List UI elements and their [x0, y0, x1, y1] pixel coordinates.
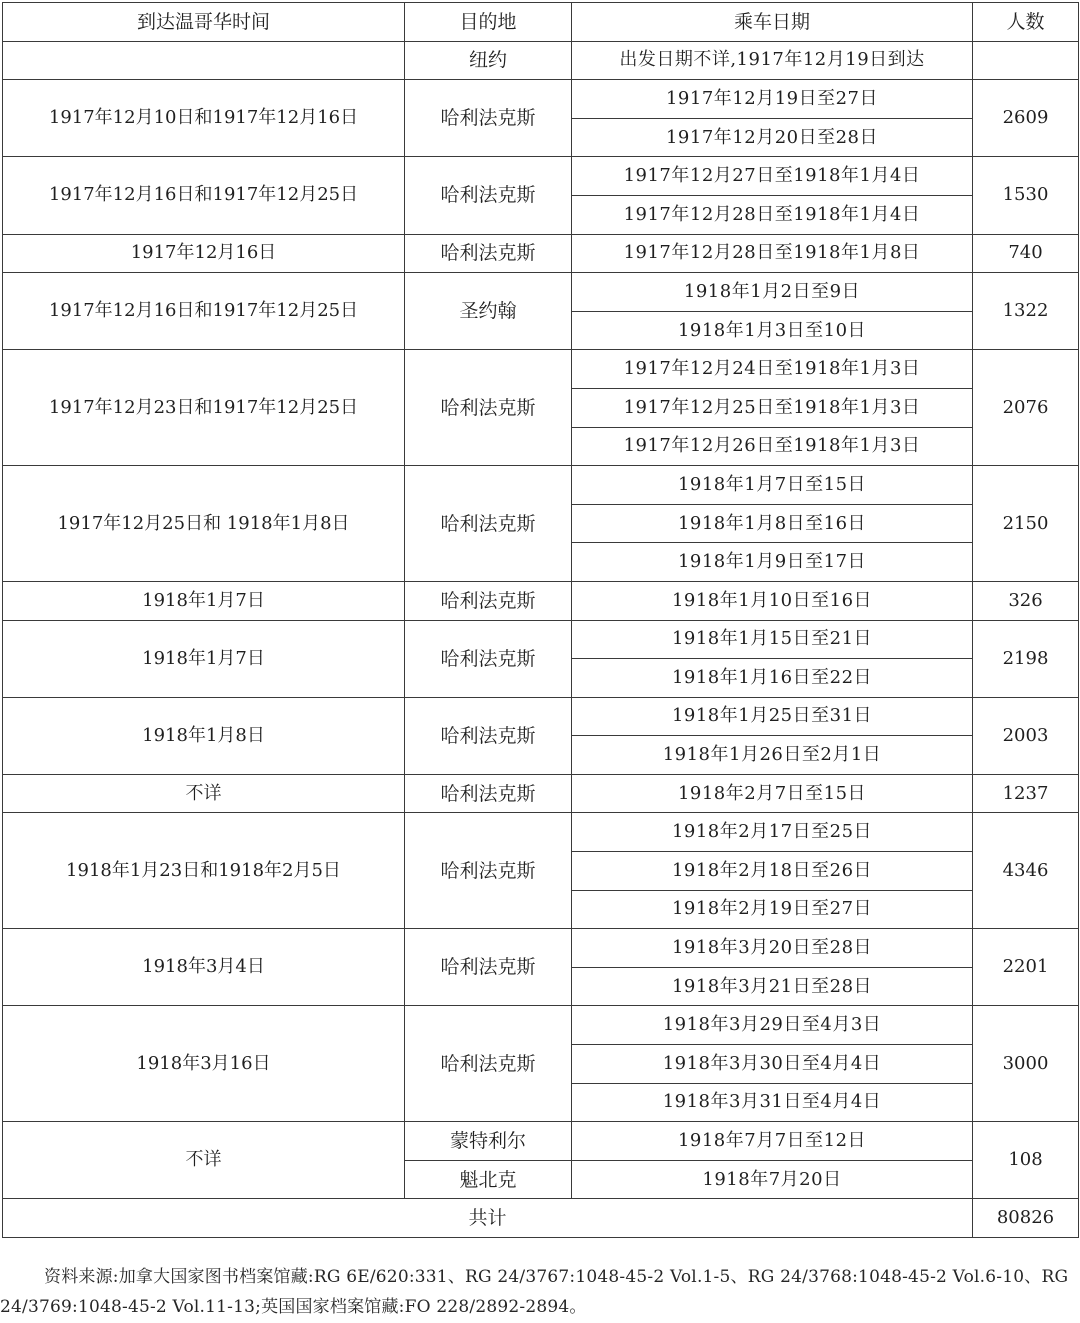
arrival-cell: 1917年12月10日和1917年12月16日	[3, 80, 405, 157]
table-row	[3, 929, 1079, 968]
date-cell: 1918年2月18日至26日	[572, 852, 973, 891]
arrival-cell: 1917年12月16日和1917年12月25日	[3, 273, 405, 350]
count-cell: 2201	[973, 929, 1079, 1006]
date-cell: 1918年1月7日至15日	[572, 466, 973, 505]
arrival-cell: 不详	[3, 774, 405, 813]
count-cell: 2150	[973, 466, 1079, 582]
date-cell: 1918年1月15日至21日	[572, 620, 973, 659]
table-row	[3, 157, 1079, 196]
date-cell: 1917年12月28日至1918年1月8日	[572, 234, 973, 273]
table-row	[3, 41, 1079, 80]
date-cell: 1918年7月20日	[572, 1160, 973, 1199]
count-cell: 326	[973, 581, 1079, 620]
arrival-cell: 1917年12月25日和 1918年1月8日	[3, 466, 405, 582]
destination-cell: 哈利法克斯	[405, 581, 572, 620]
table-row	[3, 1122, 1079, 1161]
date-cell: 1918年1月8日至16日	[572, 504, 973, 543]
table-row	[3, 234, 1079, 273]
total-value: 80826	[973, 1199, 1079, 1238]
date-cell: 1917年12月27日至1918年1月4日	[572, 157, 973, 196]
header-count: 人数	[973, 3, 1079, 42]
destination-cell: 哈利法克斯	[405, 234, 572, 273]
table-row	[3, 80, 1079, 119]
destination-cell: 哈利法克斯	[405, 697, 572, 774]
count-cell: 2003	[973, 697, 1079, 774]
arrival-cell: 不详	[3, 1122, 405, 1199]
header-arrival: 到达温哥华时间	[3, 3, 405, 42]
destination-cell: 哈利法克斯	[405, 157, 572, 234]
date-cell: 1917年12月24日至1918年1月3日	[572, 350, 973, 389]
table-row	[3, 813, 1079, 852]
arrival-cell: 1917年12月16日	[3, 234, 405, 273]
header-departure-dates: 乘车日期	[572, 3, 973, 42]
count-cell: 1237	[973, 774, 1079, 813]
arrival-cell: 1918年1月8日	[3, 697, 405, 774]
count-cell: 108	[973, 1122, 1079, 1199]
date-cell: 1917年12月28日至1918年1月4日	[572, 195, 973, 234]
date-cell: 1918年1月16日至22日	[572, 659, 973, 698]
date-cell: 1918年3月30日至4月4日	[572, 1045, 973, 1084]
date-cell: 1917年12月25日至1918年1月3日	[572, 388, 973, 427]
date-cell: 1918年3月29日至4月3日	[572, 1006, 973, 1045]
date-cell: 1917年12月20日至28日	[572, 118, 973, 157]
date-cell: 1918年2月19日至27日	[572, 890, 973, 929]
table-row	[3, 774, 1079, 813]
date-cell: 1918年1月3日至10日	[572, 311, 973, 350]
date-cell: 1918年3月21日至28日	[572, 967, 973, 1006]
arrival-cell: 1918年1月7日	[3, 581, 405, 620]
destination-cell: 哈利法克斯	[405, 774, 572, 813]
destination-cell: 哈利法克斯	[405, 466, 572, 582]
destination-cell: 哈利法克斯	[405, 80, 572, 157]
destination-cell: 哈利法克斯	[405, 813, 572, 929]
date-cell: 1918年1月25日至31日	[572, 697, 973, 736]
table-row	[3, 697, 1079, 736]
count-cell: 1530	[973, 157, 1079, 234]
destination-cell: 哈利法克斯	[405, 620, 572, 697]
table-row	[3, 620, 1079, 659]
destination-cell: 魁北克	[405, 1160, 572, 1199]
table-row	[3, 350, 1079, 389]
arrival-cell: 1917年12月16日和1917年12月25日	[3, 157, 405, 234]
table-row	[3, 273, 1079, 312]
date-cell: 1917年12月19日至27日	[572, 80, 973, 119]
table-row	[3, 466, 1079, 505]
total-label: 共计	[3, 1199, 973, 1238]
date-cell: 1918年1月9日至17日	[572, 543, 973, 582]
table-row	[3, 581, 1079, 620]
source-note: 资料来源:加拿大国家图书档案馆藏:RG 6E/620:331、RG 24/3767:1048-45-2 Vol.1-5、RG 24/3768:1048-45-2 Vol.6-10、RG 24/3769:1048-45-2 Vol.11-13;英国国家档案馆藏:FO 228/2892-2894。	[0, 1267, 1069, 1317]
arrival-cell: 1918年1月7日	[3, 620, 405, 697]
count-cell: 1322	[973, 273, 1079, 350]
arrival-cell: 1917年12月23日和1917年12月25日	[3, 350, 405, 466]
arrival-cell: 1918年1月23日和1918年2月5日	[3, 813, 405, 929]
table-row	[3, 1006, 1079, 1045]
destination-cell: 哈利法克斯	[405, 1006, 572, 1122]
destination-cell: 哈利法克斯	[405, 929, 572, 1006]
destination-cell: 圣约翰	[405, 273, 572, 350]
total-row	[3, 1199, 1079, 1238]
date-cell: 1918年2月7日至15日	[572, 774, 973, 813]
date-cell: 出发日期不详,1917年12月19日到达	[572, 41, 973, 80]
count-cell	[973, 41, 1079, 80]
header-destination: 目的地	[405, 3, 572, 42]
arrival-cell	[3, 41, 405, 80]
destination-cell: 哈利法克斯	[405, 350, 572, 466]
date-cell: 1918年3月31日至4月4日	[572, 1083, 973, 1122]
count-cell: 2198	[973, 620, 1079, 697]
transport-table	[2, 2, 1079, 1238]
date-cell: 1918年7月7日至12日	[572, 1122, 973, 1161]
date-cell: 1918年1月26日至2月1日	[572, 736, 973, 775]
count-cell: 2609	[973, 80, 1079, 157]
date-cell: 1918年1月10日至16日	[572, 581, 973, 620]
count-cell: 3000	[973, 1006, 1079, 1122]
destination-cell: 纽约	[405, 41, 572, 80]
count-cell: 740	[973, 234, 1079, 273]
count-cell: 4346	[973, 813, 1079, 929]
arrival-cell: 1918年3月4日	[3, 929, 405, 1006]
destination-cell: 蒙特利尔	[405, 1122, 572, 1161]
arrival-cell: 1918年3月16日	[3, 1006, 405, 1122]
count-cell: 2076	[973, 350, 1079, 466]
date-cell: 1918年1月2日至9日	[572, 273, 973, 312]
date-cell: 1918年3月20日至28日	[572, 929, 973, 968]
date-cell: 1918年2月17日至25日	[572, 813, 973, 852]
header-row	[3, 3, 1079, 42]
date-cell: 1917年12月26日至1918年1月3日	[572, 427, 973, 466]
